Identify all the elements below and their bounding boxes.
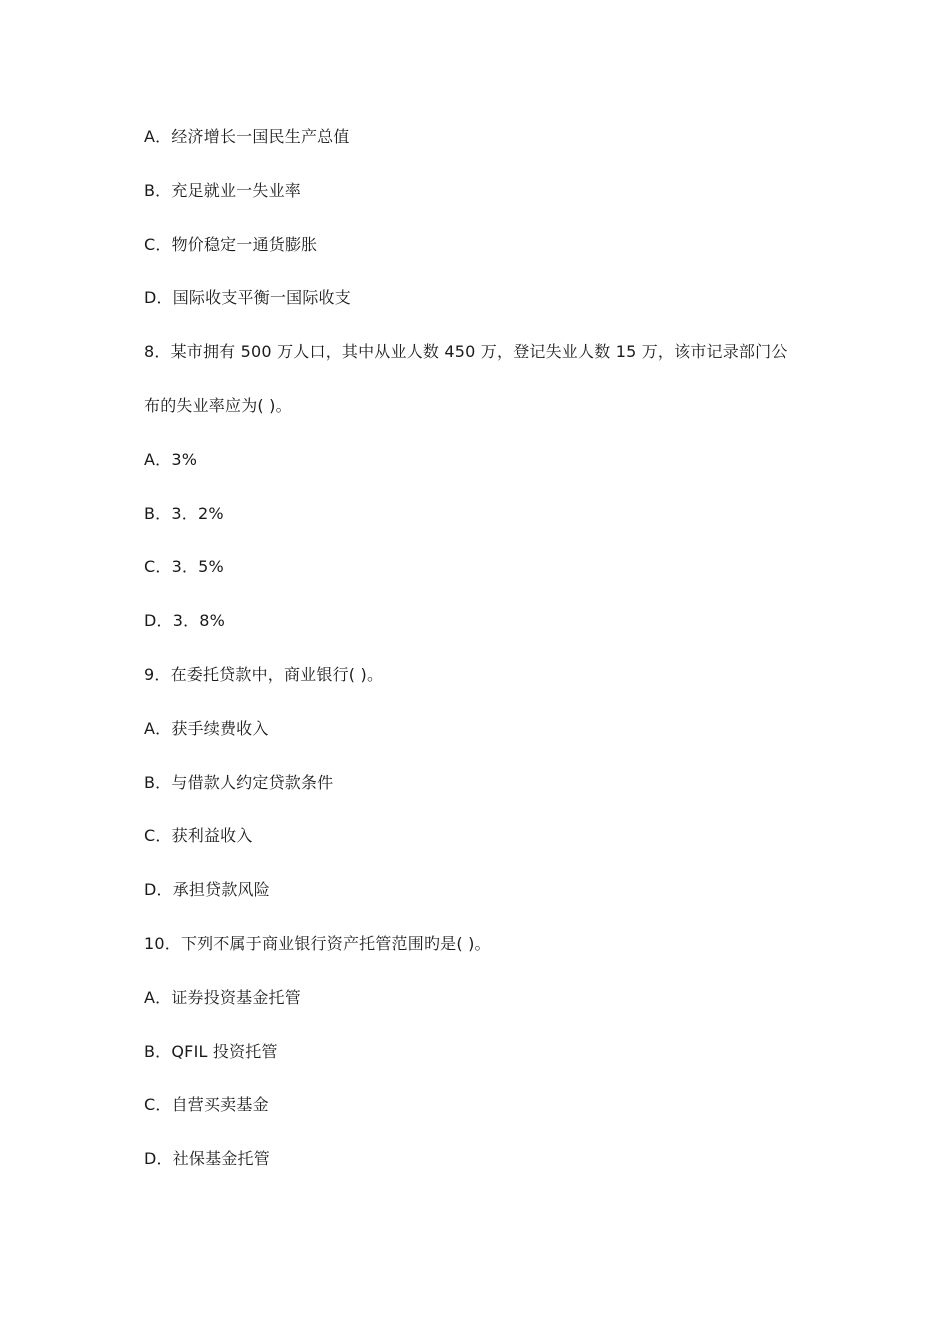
option-9b: B．与借款人约定贷款条件	[144, 772, 334, 792]
option-10c: C．自营买卖基金	[144, 1095, 269, 1115]
question-8-line-1: 8．某市拥有 500 万人口，其中从业人数 450 万，登记失业人数 15 万，该市记录部门公	[144, 342, 788, 362]
option-7a: A．经济增长一国民生产总值	[144, 127, 350, 146]
option-9c: C．获利益收入	[144, 826, 253, 846]
question-8-line-2: 布的失业率应为( )。	[144, 395, 292, 415]
option-7b: B．充足就业一失业率	[144, 180, 301, 200]
question-10: 10．下列不属于商业银行资产托管范围旳是( )。	[144, 933, 491, 953]
option-8d: D．3．8%	[144, 611, 226, 631]
option-8b: B．3．2%	[144, 503, 224, 523]
option-9a: A．获手续费收入	[144, 718, 269, 738]
document-body	[144, 124, 824, 1200]
option-10b: B．QFIL 投资托管	[144, 1041, 278, 1061]
option-7d: D．国际收支平衡一国际收支	[144, 288, 351, 308]
option-10a: A．证券投资基金托管	[144, 987, 301, 1007]
option-7c: C．物价稳定一通货膨胀	[144, 234, 318, 254]
option-10d: D．社保基金托管	[144, 1149, 270, 1169]
question-9: 9．在委托贷款中，商业银行( )。	[144, 664, 384, 684]
option-8a: A．3%	[144, 449, 198, 469]
option-8c: C．3．5%	[144, 557, 224, 577]
option-9d: D．承担贷款风险	[144, 880, 270, 900]
